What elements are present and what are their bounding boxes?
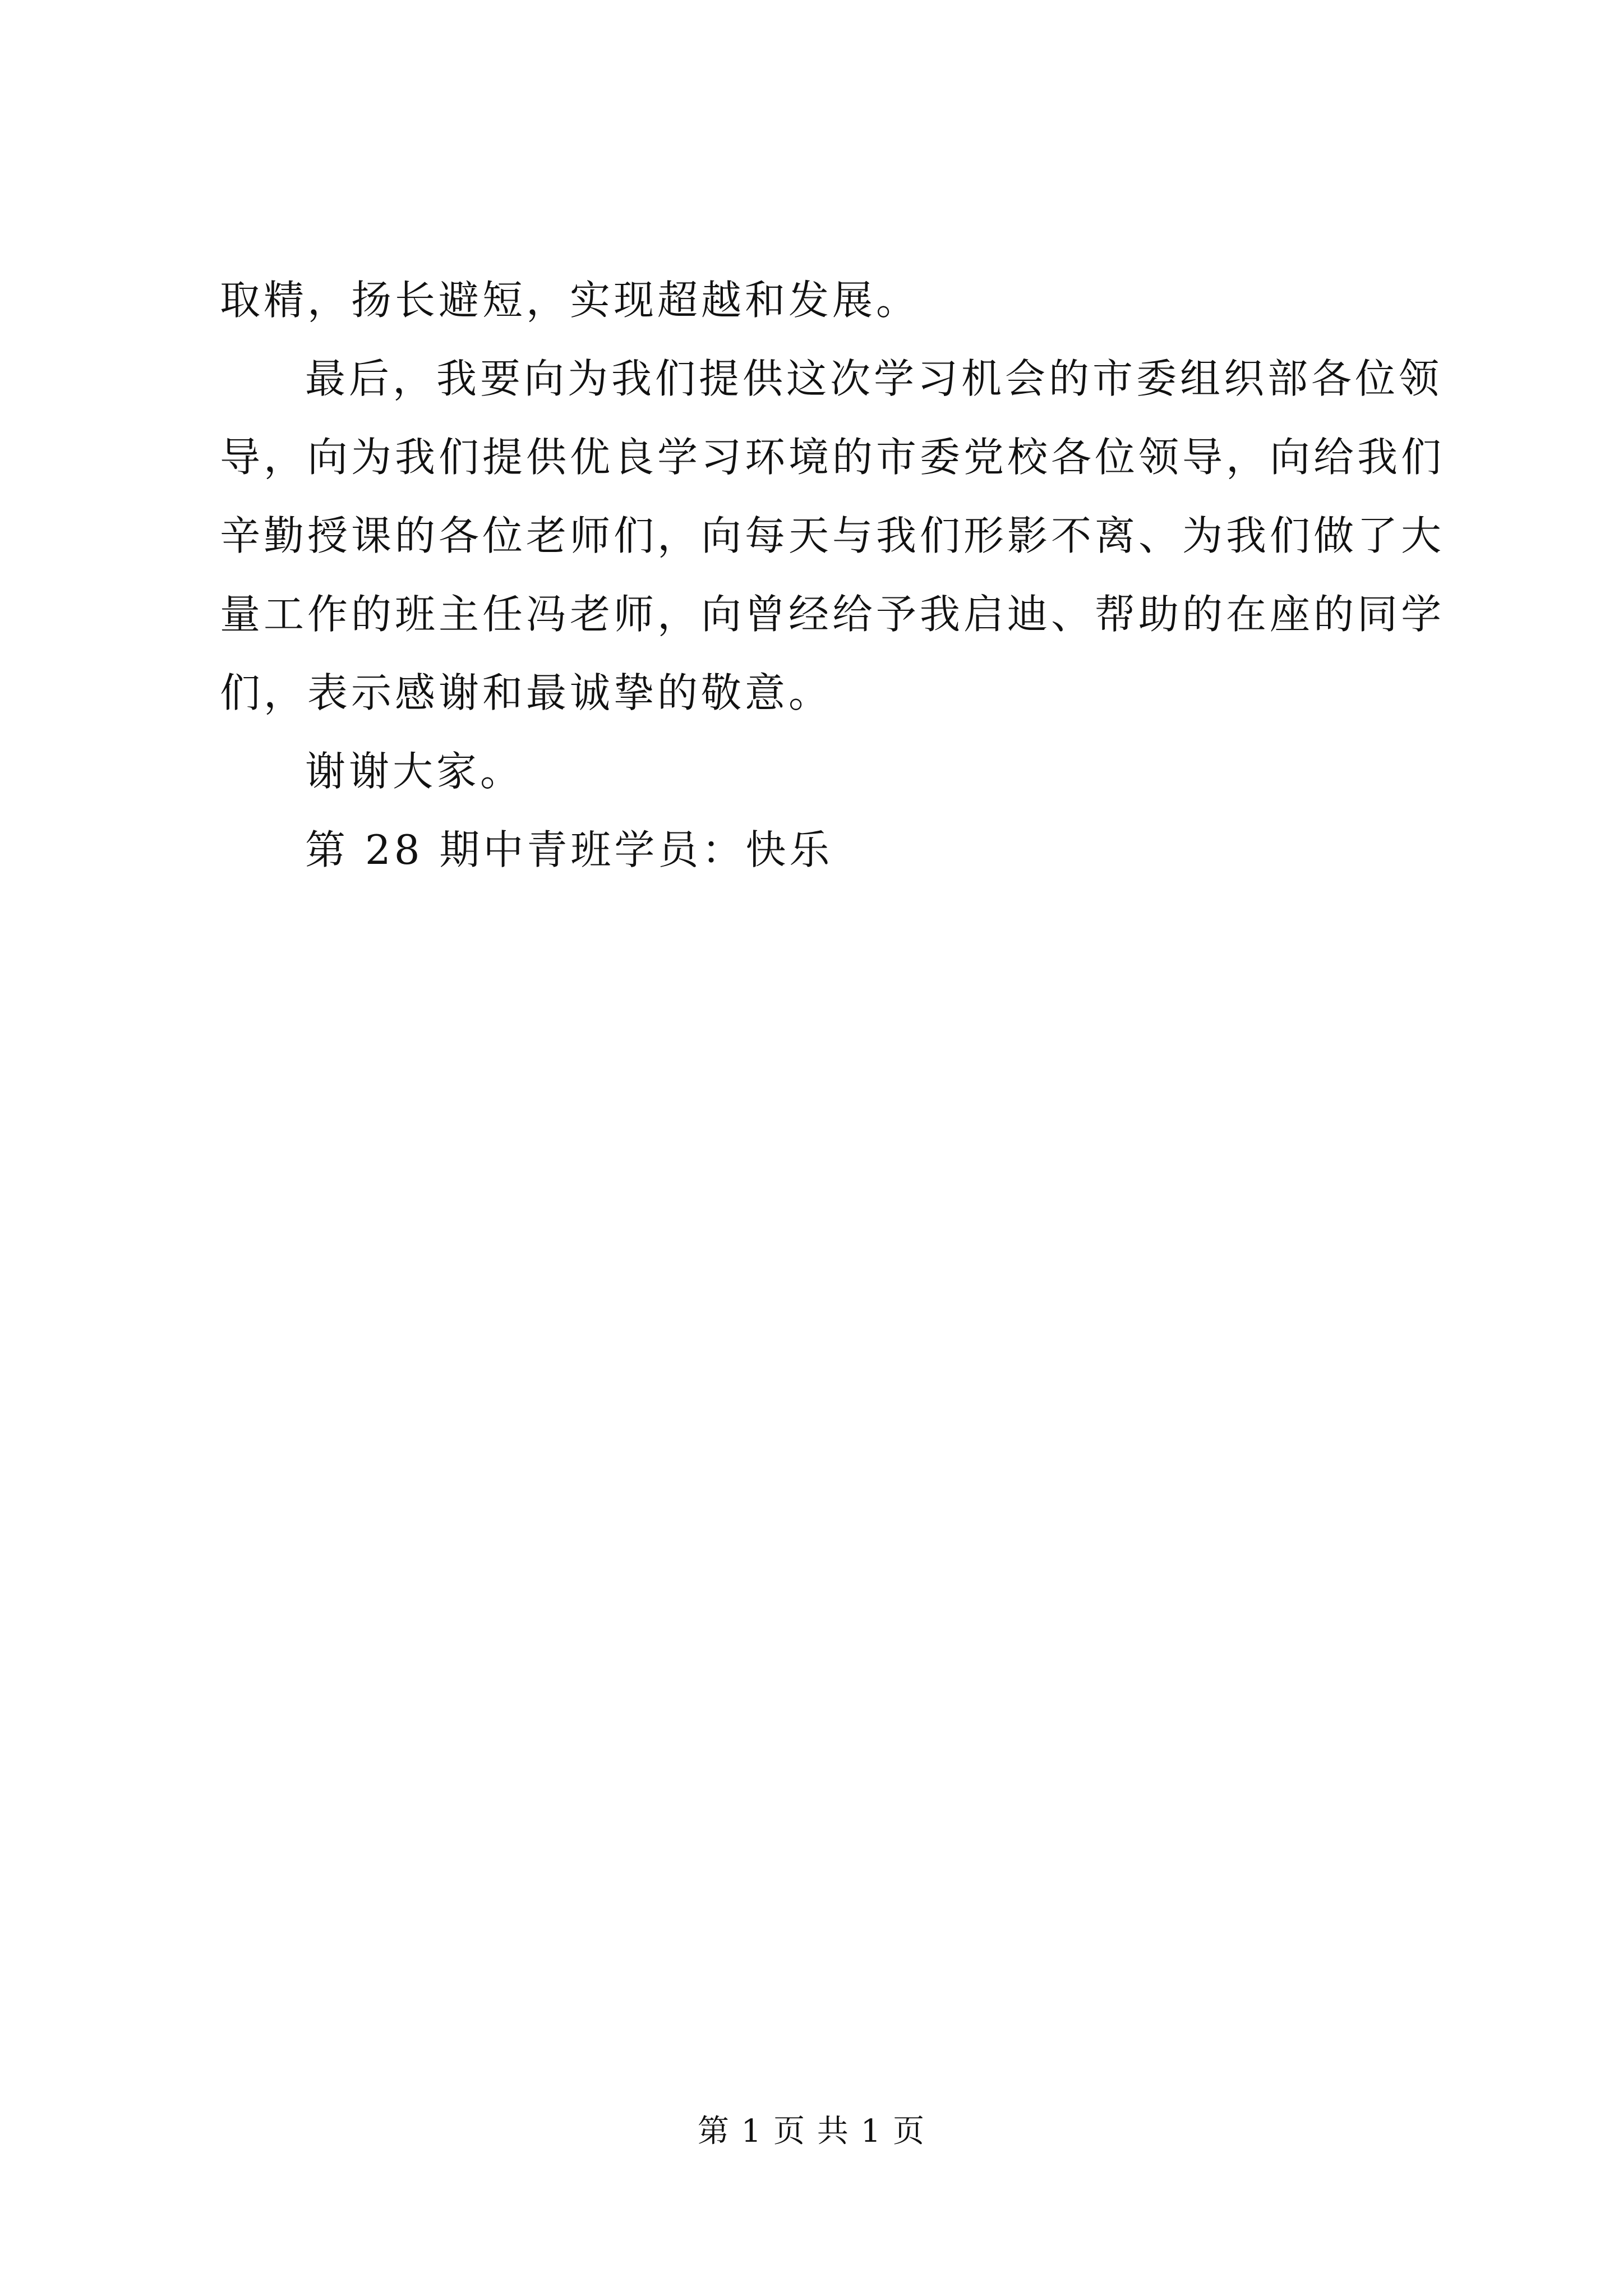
text-line: 辛勤授课的各位老师们，向每天与我们形影不离、为我们做了大 <box>220 512 1445 559</box>
page-footer: 第 1 页 共 1 页 <box>697 2113 926 2150</box>
text-line: 导，向为我们提供优良学习环境的市委党校各位领导，向给我们 <box>220 434 1445 481</box>
text-line: 们，表示感谢和最诚挚的敬意。 <box>220 669 833 716</box>
text-line: 最后，我要向为我们提供这次学习机会的市委组织部各位领 <box>305 355 1443 402</box>
text-line: 量工作的班主任冯老师，向曾经给予我启迪、帮助的在座的同学 <box>220 591 1445 638</box>
signature-line: 第 28 期中青班学员：快乐 <box>305 826 833 873</box>
document-body <box>220 261 1445 889</box>
text-line: 取精，扬长避短，实现超越和发展。 <box>220 277 920 324</box>
text-line: 谢谢大家。 <box>305 748 524 795</box>
